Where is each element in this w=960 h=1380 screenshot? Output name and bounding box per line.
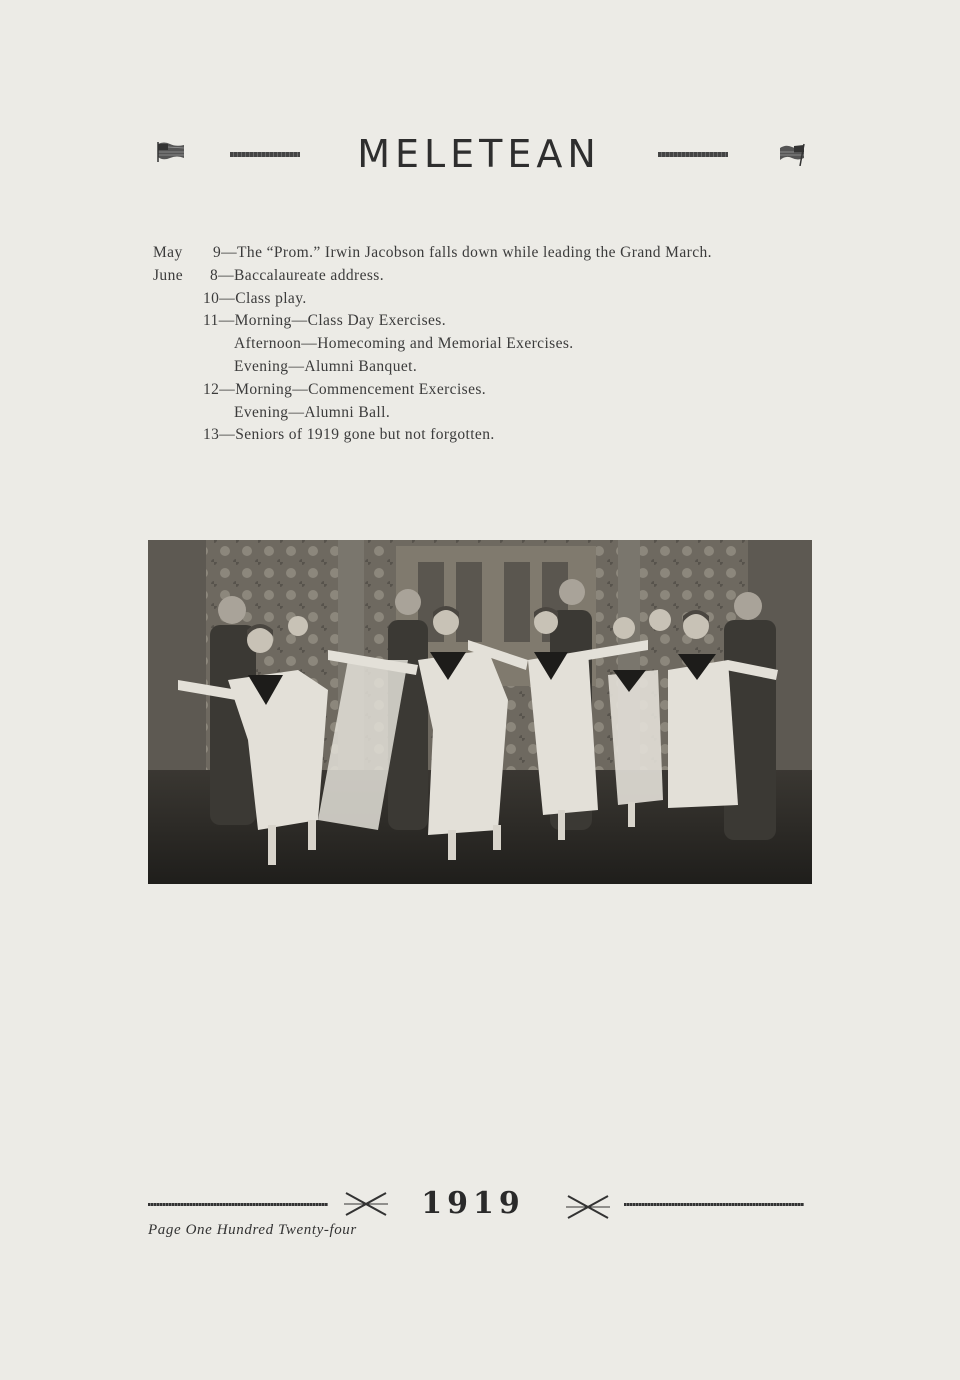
footer-rule-left xyxy=(148,1203,328,1206)
calendar-row xyxy=(153,335,793,358)
event-text: Afternoon—Homecoming and Memorial Exercises. xyxy=(234,335,574,353)
calendar-row xyxy=(153,381,793,404)
calendar-row xyxy=(153,244,793,267)
calendar-row xyxy=(153,290,793,313)
event-text: 10—Class play. xyxy=(203,289,307,307)
group-dance-photo xyxy=(148,540,812,884)
page-header xyxy=(150,132,810,178)
calendar-row xyxy=(153,312,793,335)
flag-icon xyxy=(156,140,186,166)
footer-rule-right xyxy=(624,1203,804,1206)
event-text: Evening—Alumni Banquet. xyxy=(234,357,418,375)
flag-icon xyxy=(776,142,806,170)
event-text: 13—Seniors of 1919 gone but not forgotten. xyxy=(203,426,495,444)
event-text: 11—Morning—Class Day Exercises. xyxy=(203,312,447,330)
month-label: May xyxy=(153,244,183,261)
event-text: 8—Baccalaureate address. xyxy=(210,266,384,284)
page-title: MELETEAN xyxy=(357,132,601,176)
yearbook-year: 1919 xyxy=(421,1186,525,1221)
month-label: June xyxy=(153,266,184,284)
calendar-row xyxy=(153,267,793,290)
header-rule-right xyxy=(658,152,728,157)
event-text: Evening—Alumni Ball. xyxy=(234,403,391,421)
cross-ornament-icon xyxy=(566,1194,610,1224)
calendar-row xyxy=(153,358,793,381)
events-calendar xyxy=(153,244,793,449)
calendar-row xyxy=(153,426,793,449)
header-rule-left xyxy=(230,152,300,157)
page-number-label: Page One Hundred Twenty-four xyxy=(148,1222,357,1238)
page-footer xyxy=(148,1186,808,1226)
event-text: 9—The “Prom.” Irwin Jacobson falls down while leading the Grand March. xyxy=(213,244,712,261)
event-text: 12—Morning—Commencement Exercises. xyxy=(203,380,487,398)
calendar-row xyxy=(153,404,793,427)
cross-ornament-icon xyxy=(344,1191,388,1221)
